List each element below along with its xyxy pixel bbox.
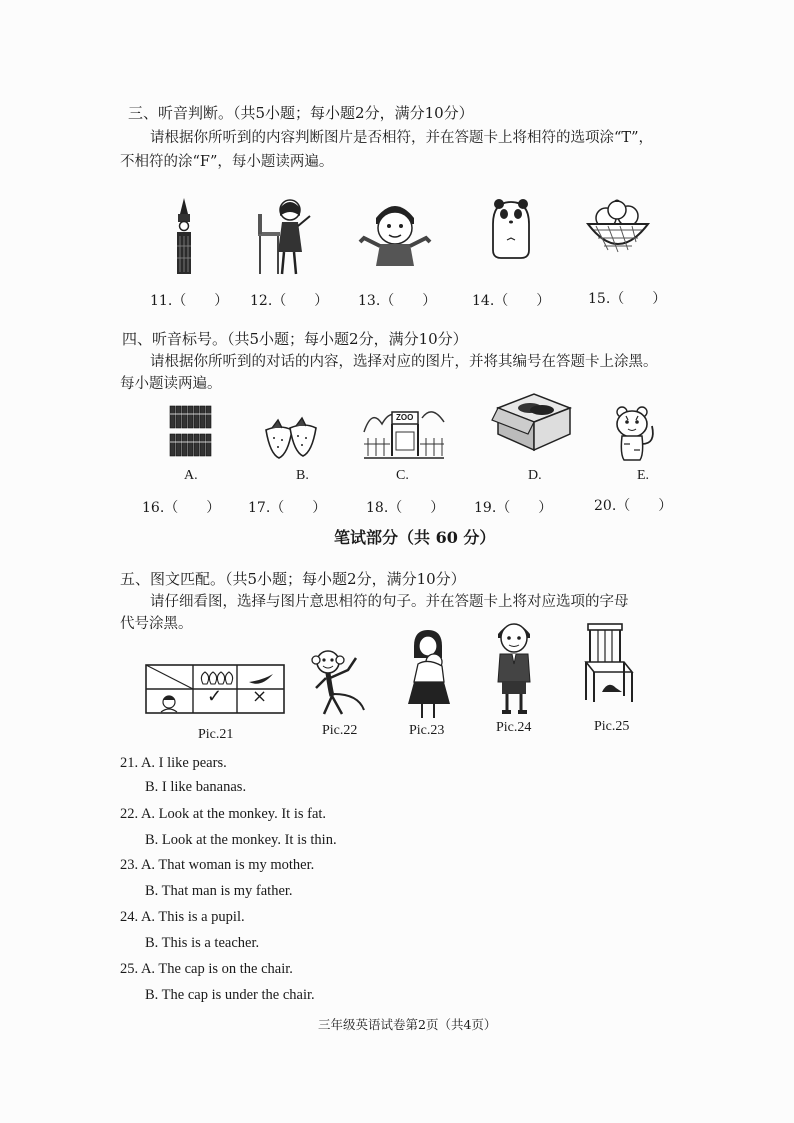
tiger-picture — [612, 404, 658, 462]
section3-instruction-1: 请根据你所听到的内容判断图片是否相符，并在答题卡上将相符的选项涂“T”， — [150, 130, 653, 146]
crayons-picture — [168, 402, 216, 460]
option-label-a: A. — [184, 468, 198, 483]
page-footer: 三年级英语试卷第2页（共4页） — [318, 1017, 497, 1032]
answer-15[interactable]: 15.（ ） — [588, 291, 667, 307]
answer-16[interactable]: 16.（ ） — [142, 500, 221, 516]
question-22-option-a[interactable]: 22. A. Look at the monkey. It is fat. — [120, 806, 327, 822]
question-21-option-a[interactable]: 21. A. I like pears. — [120, 755, 227, 771]
pupil-boy-picture — [490, 616, 538, 716]
panda-picture — [487, 196, 535, 260]
question-24-option-b[interactable]: B. This is a teacher. — [145, 935, 260, 951]
option-label-c: C. — [396, 468, 409, 483]
answer-20[interactable]: 20.（ ） — [594, 498, 673, 514]
question-24-option-a[interactable]: 24. A. This is a pupil. — [120, 909, 245, 925]
question-25-option-a[interactable]: 25. A. The cap is on the chair. — [120, 961, 293, 977]
section5-instruction-1: 请仔细看图，选择与图片意思相符的句子。并在答题卡上将对应选项的字母 — [150, 594, 629, 610]
thin-monkey-picture — [308, 648, 374, 718]
pic-24-label: Pic.24 — [496, 720, 532, 735]
section4-instruction-2: 每小题读两遍。 — [120, 376, 222, 392]
boy-shrugging-picture — [358, 198, 432, 268]
option-label-e: E. — [637, 468, 650, 483]
answer-18[interactable]: 18.（ ） — [366, 500, 445, 516]
answer-13[interactable]: 13.（ ） — [358, 293, 437, 309]
big-ben-picture — [168, 196, 200, 276]
question-23-option-b[interactable]: B. That man is my father. — [145, 883, 293, 899]
section5-instruction-2: 代号涂黑。 — [120, 616, 193, 632]
check-mark: ✓ — [207, 686, 223, 707]
answer-11[interactable]: 11.（ ） — [150, 293, 229, 309]
section3-instruction-2: 不相符的涂“F”，每小题读两遍。 — [120, 154, 334, 170]
girl-with-chair-picture — [250, 196, 320, 278]
answer-19[interactable]: 19.（ ） — [474, 500, 553, 516]
section3-title: 三、听音判断。（共5小题；每小题2分，满分10分） — [128, 104, 474, 122]
question-25-option-b[interactable]: B. The cap is under the chair. — [145, 987, 315, 1003]
section5-title: 五、图文匹配。（共5小题；每小题2分，满分10分） — [120, 570, 466, 588]
question-22-option-b[interactable]: B. Look at the monkey. It is thin. — [145, 832, 337, 848]
strawberries-picture — [262, 414, 320, 460]
answer-14[interactable]: 14.（ ） — [472, 293, 551, 309]
answer-12[interactable]: 12.（ ） — [250, 293, 329, 309]
pic-25-label: Pic.25 — [594, 719, 630, 734]
fruit-bowl-picture — [584, 198, 652, 260]
pic-21-label: Pic.21 — [198, 727, 234, 742]
option-label-d: D. — [528, 468, 542, 483]
question-21-option-b[interactable]: B. I like bananas. — [145, 779, 247, 795]
answer-17[interactable]: 17.（ ） — [248, 500, 327, 516]
section4-instruction-1: 请根据你所听到的对话的内容，选择对应的图片，并将其编号在答题卡上涂黑。 — [150, 354, 658, 370]
cross-mark: × — [252, 686, 268, 707]
chair-with-cap-picture — [582, 622, 634, 704]
question-23-option-a[interactable]: 23. A. That woman is my mother. — [120, 857, 315, 873]
zoo-picture — [362, 402, 446, 460]
section4-title: 四、听音标号。（共5小题；每小题2分，满分10分） — [122, 330, 468, 348]
mother-with-baby-picture — [404, 628, 454, 720]
written-part-title: 笔试部分（共 60 分） — [334, 528, 496, 547]
pic-23-label: Pic.23 — [409, 723, 445, 738]
box-with-shoes-picture — [490, 388, 578, 454]
pic-22-label: Pic.22 — [322, 723, 358, 738]
option-label-b: B. — [296, 468, 309, 483]
zoo-sign-text: ZOO — [396, 413, 414, 422]
